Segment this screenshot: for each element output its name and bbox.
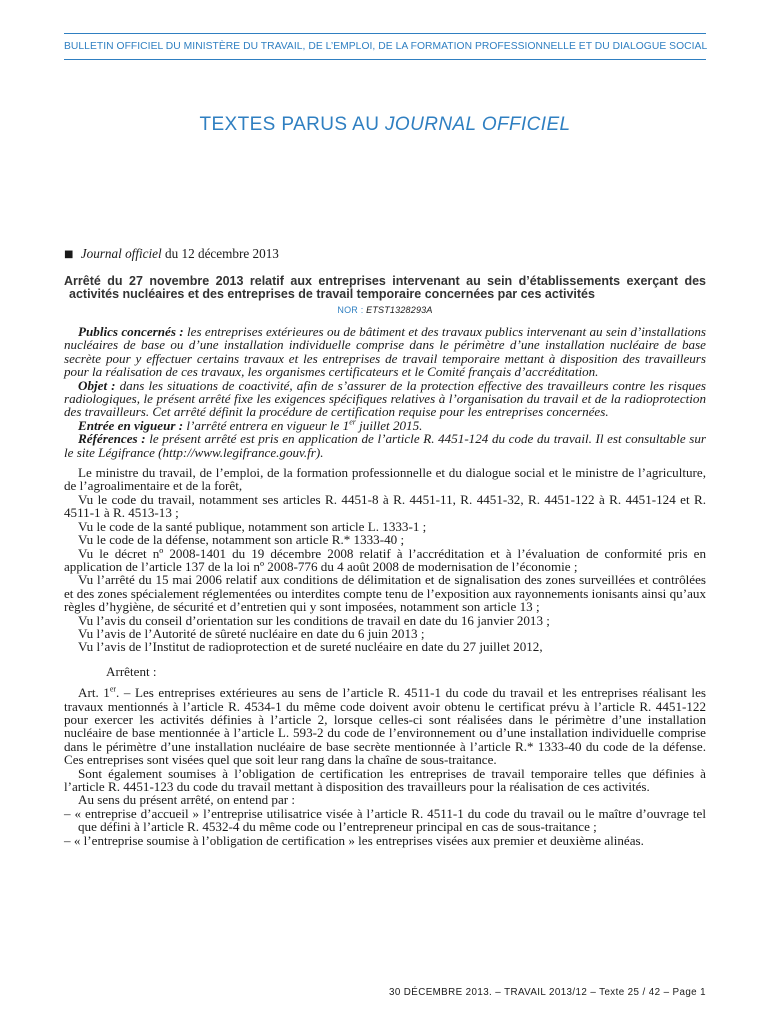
vu-paragraph: Vu l’avis du conseil d’orientation sur les conditions de travail en date du 16 janvier 2013 ; [78,612,550,628]
list-item: – « entreprise d’accueil » l’entreprise utilisatrice visée à l’article R. 4511-1 du code du travail ou le maître d’ouvrage tel que défini à l’article R. 4532-4 du même code ou l’entrepreneur principal en cas de sous-traitance ; [64,805,706,835]
nor-value: ETST1328293A [366,305,433,315]
list-item: – « l’entreprise soumise à l’obligation de certification » les entreprises visées aux premier et deuxième alinéas. [64,832,644,848]
header-top-rule [64,33,706,34]
entree-sup: er [349,417,356,427]
body-block [64,466,706,847]
article-1-text: . – Les entreprises extérieures au sens de l’article R. 4511-1 du code du travail et les entreprises réalisant les travaux mentionnés à l’article R. 4534-1 du même code doivent avoir obtenu le certificat prévu à l’article R. 4451-122 pour exercer les activités définies à l’article 2, lorsque celles-ci sont réalisées dans le périmètre d’une installation nucléaire de base mentionnée à l’article L. 593-2 du code de l’environnement ou d’une installation individuelle comprise dans le périmètre d’une installation nucléaire de base secrète mentionnée à l’article R.* 1333-40 du code de la défense. Ces entreprises sont visées quel que soit leur rang dans la chaîne de sous-traitance. [64,685,706,768]
page-footer: 30 DÉCEMBRE 2013. – TRAVAIL 2013/12 – Texte 25 / 42 – Page 1 [388,987,706,998]
page-title [64,114,706,136]
entree-text-1: l’arrêté entrera en vigueur le 1 [186,417,350,433]
entree-text-2: juillet 2015. [359,417,423,433]
bulletin-header: BULLETIN OFFICIEL DU MINISTÈRE DU TRAVAIL, DE L’EMPLOI, DE LA FORMATION PROFESSIONNELLE ET DU DIALOGUE SOCIAL [64,41,708,52]
vu-paragraph: Vu le décret nº 2008-1401 du 19 décembre 2008 relatif à l’accréditation et à l’évaluation de conformité pris en application de l’article 137 de la loi nº 2008-776 du 4 août 2008 de modernisation de l’économie ; [64,545,706,574]
arretent-heading: Arrêtent : [106,663,157,679]
vu-paragraph: Vu l’avis de l’Autorité de sûreté nucléaire en date du 6 juin 2013 ; [78,625,425,641]
definitions-list [64,807,706,847]
black-square-icon: ■ [64,249,74,260]
article-1-paragraph-3: Au sens du présent arrêté, on entend par : [78,792,296,808]
article-1-paragraph-2: Sont également soumises à l’obligation de certification les entreprises de travail temporaire telles que définies à l’article R. 4451-123 du code du travail mettant à disposition des travailleurs pour la réalisation de ces activités. [64,765,706,794]
article-1-sup: er [109,684,117,694]
vu-paragraph: Vu le code de la santé publique, notamment son article L. 1333-1 ; [78,518,427,534]
vu-paragraph: Vu l’avis de l’Institut de radioprotection et de sureté nucléaire en date du 27 juillet 2012, [78,639,543,655]
article-1-label: Art. 1 [78,685,110,701]
objet-text: dans les situations de coactivité, afin de s’assurer de la protection effective des travailleurs contre les risques radiologiques, le présent arrêté fixe les exigences spécifiques relatives à l’organisation du travail et de la radioprotection des travailleurs. Cet arrêté définit la procédure de certification requise pour les entreprises concernées. [64,377,706,420]
vu-paragraph: Vu le code du travail, notamment ses articles R. 4451-8 à R. 4451-11, R. 4451-32, R. 4451-122 à R. 4451-124 et R. 4511-1 à R. 4513-13 ; [64,491,706,521]
references-text: le présent arrêté est pris en application de l’article R. 4451-124 du code du travail. Il est consultable sur le site Légifrance (http://www.legifrance.gouv.fr). [64,431,706,460]
objet-label: Objet : [78,377,116,393]
journal-label: Journal officiel [80,246,162,261]
nor-label: NOR : [337,305,364,315]
journal-line [64,246,706,262]
intro-paragraph: Le ministre du travail, de l’emploi, de la formation professionnelle et du dialogue social et le ministre de l’agriculture, de l’agroalimentaire et de la forêt, [64,465,706,494]
document-content [64,246,706,847]
vu-paragraph: Vu le code de la défense, notamment son article R.* 1333-40 ; [78,532,405,548]
publics-text: les entreprises extérieures ou de bâtiment et des travaux publics intervenant au sein d’installations nucléaires de base ou d’une installation individuelle comprise dans le périmètre d’une installation nucléaire de base secrète pour y effectuer certains travaux et les entreprises de travail temporaire mettant à disposition des travailleurs pour la réalisation de ces travaux, les organismes certificateurs et le Comité français d’accréditation. [64,324,706,380]
arrete-title: Arrêté du 27 novembre 2013 relatif aux entreprises intervenant au sein d’établissements exerçant des activités nucléaires et des entreprises de travail temporaire concernées par ces activités [64,274,706,301]
references-paragraph [64,432,706,459]
publics-label: Publics concernés : [78,324,184,339]
title-prefix: TEXTES PARUS AU [199,114,380,135]
references-label: Références : [78,431,146,447]
objet-paragraph [64,379,706,419]
entree-paragraph [64,419,706,432]
nor-line [64,305,706,315]
publics-paragraph [64,325,706,379]
journal-date: du 12 décembre 2013 [165,246,279,261]
article-1-paragraph [64,686,706,766]
title-italic: JOURNAL OFFICIEL [385,114,571,135]
summary-block [64,325,706,459]
entree-label: Entrée en vigueur : [78,417,184,433]
header-bottom-rule [64,59,706,60]
vu-paragraph: Vu l’arrêté du 15 mai 2006 relatif aux conditions de délimitation et de signalisation des zones surveillées et contrôlées et des zones spécialement réglementées ou interdites compte tenu de l’exposition aux rayonnements ionisants ainsi qu’aux règles d’hygiène, de sécurité et d’entretien qui y sont imposées, notamment son article 13 ; [64,572,706,615]
